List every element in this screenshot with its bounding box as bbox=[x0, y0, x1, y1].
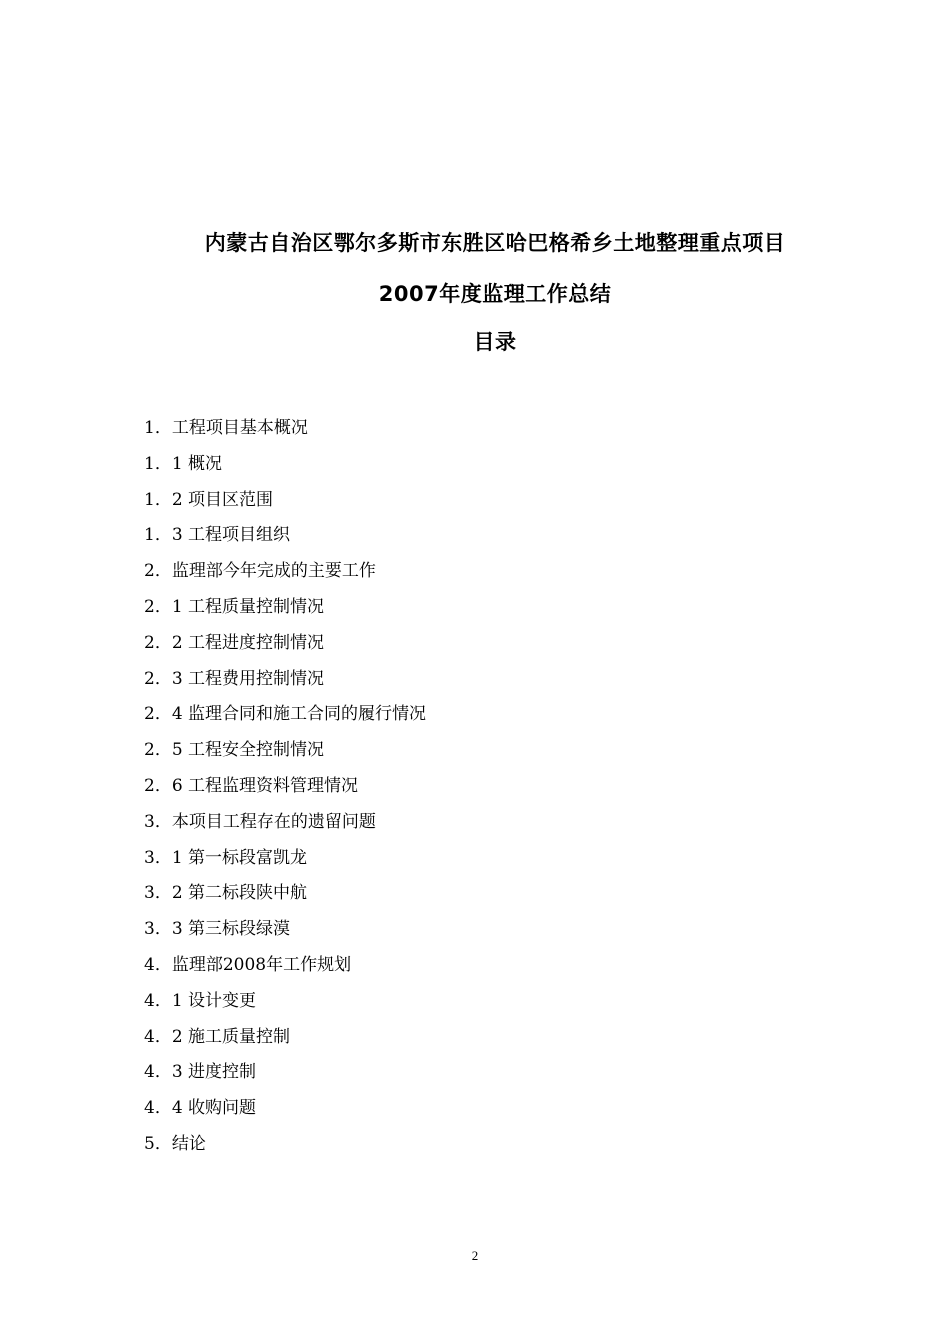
toc-item[interactable]: 5．结论 bbox=[144, 1133, 206, 1154]
toc-item[interactable]: 3．3 第三标段绿漠 bbox=[144, 919, 291, 940]
toc-item[interactable]: 2．监理部今年完成的主要工作 bbox=[144, 561, 376, 582]
document-title-line-2: 2007年度监理工作总结 bbox=[378, 282, 612, 306]
toc-item[interactable]: 1．1 概况 bbox=[144, 453, 223, 474]
toc-heading: 目录 bbox=[473, 330, 517, 354]
toc-item[interactable]: 4．3 进度控制 bbox=[144, 1062, 257, 1083]
toc-item[interactable]: 2．6 工程监理资料管理情况 bbox=[144, 775, 359, 796]
toc-item[interactable]: 1．3 工程项目组织 bbox=[144, 525, 291, 546]
toc-item[interactable]: 1．2 项目区范围 bbox=[144, 489, 274, 510]
page-number: 2 bbox=[471, 1248, 479, 1263]
table-of-contents bbox=[144, 414, 426, 1166]
toc-item[interactable]: 4．2 施工质量控制 bbox=[144, 1026, 291, 1047]
toc-item[interactable]: 4．4 收购问题 bbox=[144, 1098, 257, 1119]
toc-item[interactable]: 2．5 工程安全控制情况 bbox=[144, 740, 325, 761]
toc-item[interactable]: 2．4 监理合同和施工合同的履行情况 bbox=[144, 704, 427, 725]
toc-item[interactable]: 3．2 第二标段陕中航 bbox=[144, 883, 308, 904]
toc-item[interactable]: 3．1 第一标段富凯龙 bbox=[144, 847, 308, 868]
toc-item[interactable]: 2．2 工程进度控制情况 bbox=[144, 632, 325, 653]
toc-item[interactable]: 2．3 工程费用控制情况 bbox=[144, 668, 325, 689]
toc-item[interactable]: 4．1 设计变更 bbox=[144, 990, 257, 1011]
document-title-line-1: 内蒙古自治区鄂尔多斯市东胜区哈巴格希乡土地整理重点项目 bbox=[204, 231, 786, 255]
toc-item[interactable]: 3．本项目工程存在的遗留问题 bbox=[144, 811, 376, 832]
toc-item[interactable]: 4．监理部2008年工作规划 bbox=[144, 954, 352, 975]
toc-item[interactable]: 1．工程项目基本概况 bbox=[144, 418, 308, 438]
toc-item[interactable]: 2．1 工程质量控制情况 bbox=[144, 596, 325, 617]
